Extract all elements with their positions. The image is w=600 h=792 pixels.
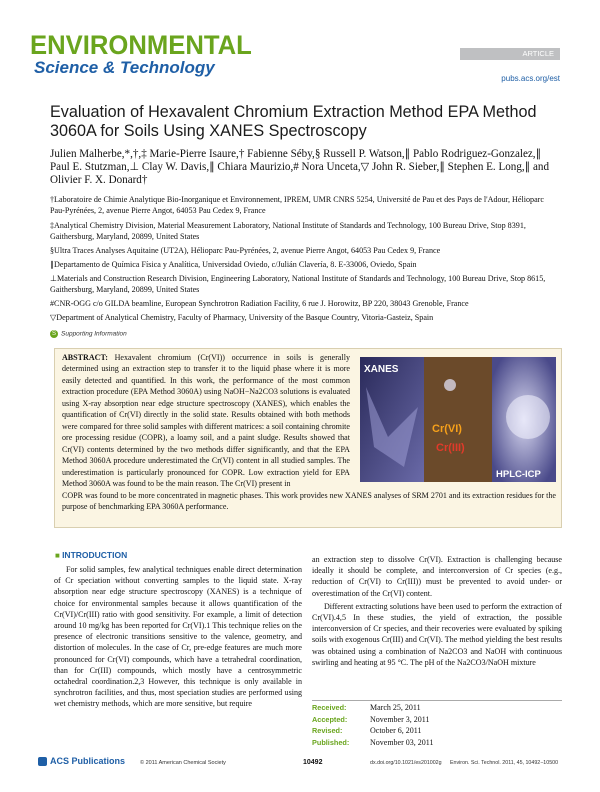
publisher-logo: [38, 756, 125, 766]
paper-title: Evaluation of Hexavalent Chromium Extraction Method EPA Method 3060A for Soils Using XANES Spectroscopy: [50, 103, 537, 140]
journal-reference: Environ. Sci. Technol. 2011, 45, 10492−10500: [450, 760, 559, 766]
date-label: Revised:: [312, 726, 343, 736]
affiliation: ∥Departamento de Química Física y Analítica, Universidad Oviedo, c/Julián Clavería, 8. E-33006, Oviedo, Spain: [50, 260, 417, 269]
affiliation: ▽Department of Analytical Chemistry, Faculty of Pharmacy, University of the Basque Country, Vitoria-Gasteiz, Spain: [50, 313, 434, 322]
abstract-text: [62, 352, 350, 489]
abstract-body: Hexavalent chromium (Cr(VI)) occurrence in soils is generally determined using an extraction step to transfer it to the liquid phase where it is more easily detected and quantified. In this work, the performance of the most common extraction procedure (EPA Method 3060A) using NaOH−Na2CO3 solutions is evaluated using X-ray absorption near edge structure spectroscopy (XANES), which enables the quantification of Cr(VI) directly in the solid state. Results obtained with both methods were compared for three solid samples with different matrices: a soil containing chromite ore processing residue (COPR), a loamy soil, and a paint sludge. Results showed that Cr(VI) contents determined by the two methods differ significantly, and that the EPA Method 3060A procedure underestimated the Cr(VI) content in all studied samples. The underestimation is particularly pronounced for COPR. Low extraction yield for EPA Method 3060A was found to be the main reason. The Cr(VI) present in: [62, 353, 350, 488]
acs-icon: [38, 757, 47, 766]
doi-link[interactable]: dx.doi.org/10.1021/es201002g: [370, 760, 442, 766]
supporting-info-icon: S: [51, 331, 56, 337]
date-row: [312, 714, 562, 726]
affiliation: #CNR-OGG c/o GILDA beamline, European Synchrotron Radiation Facility, 6 rue J. Horowitz, BP 220, 38043 Grenoble, France: [50, 299, 469, 308]
supporting-information-link[interactable]: [50, 330, 127, 338]
date-value: November 3, 2011: [370, 714, 430, 724]
journal-url[interactable]: pubs.acs.org/est: [501, 74, 560, 83]
copyright: © 2011 American Chemical Society: [140, 760, 226, 766]
abstract-text-continued: COPR was found to be more concentrated in magnetic phases. This work provides new XANES analyses of SRM 2701 and its extraction residues for the purpose of benchmarking EPA 3060A performance.: [62, 491, 556, 512]
intro-right-column: [312, 554, 562, 668]
intro-paragraph: Different extracting solutions have been used to perform the extraction of Cr(VI).4,5 In these studies, the yield of extraction, the possible interconversion of Cr species, and their recoveries were evaluated by spiking soils with exogenous Cr(III) and Cr(VI). The method yielding the best results was obtained using a combination of Na2CO3 and NaOH with continuous swirling and heating at 95 °C. The pH of the Na2CO3/NaOH mixture: [312, 601, 562, 667]
dates-divider: [312, 700, 562, 701]
affiliation: †Laboratoire de Chimie Analytique Bio-Inorganique et Environnement, IPREM, UMR CNRS 5254, Université de Pau et des Pays de l'Adour, Hélioparc Pau-Pyrénées, 2, avenue Pierre Angot, 64053 Pau Cedex 9, France: [50, 195, 544, 215]
date-label: Published:: [312, 737, 350, 747]
logo-line-1: ENVIRONMENTAL: [30, 30, 252, 60]
soil-photo: [424, 357, 492, 482]
date-row: [312, 725, 562, 737]
section-heading-introduction: [55, 550, 127, 560]
toc-label-crvi: Cr(VI): [432, 423, 462, 435]
publication-dates: [312, 702, 562, 748]
date-label: Accepted:: [312, 714, 348, 724]
date-value: March 25, 2011: [370, 703, 421, 712]
date-row: [312, 737, 562, 749]
intro-paragraph: an extraction step to dissolve Cr(VI). Extraction is challenging because ideally it should be complete, and interconversion of Cr species (e.g., reduction of Cr(VI) to Cr(III)) must be prevented to avoid under- or overestimation of the Cr(VI) content.: [312, 555, 562, 598]
abstract-label: ABSTRACT:: [62, 353, 108, 362]
toc-label-criii: Cr(III): [436, 442, 465, 454]
author-list: Julien Malherbe,*,†,‡ Marie-Pierre Isaure,† Fabienne Séby,§ Russell P. Watson,∥ Pablo Rodriguez-Gonzalez,∥ Paul E. Stutzman,⊥ Clay W. Davis,∥ Chiara Maurizio,# Nora Unceta,▽ John R. Sieber,∥ Stephen E. Long,∥ and Olivier F. X. Donard†: [50, 148, 550, 187]
date-label: Received:: [312, 703, 347, 712]
toc-graphic: [360, 357, 556, 482]
article-type-badge: ARTICLE: [460, 48, 560, 60]
section-heading-label: INTRODUCTION: [62, 550, 128, 560]
affiliation: ⊥Materials and Construction Research Division, Engineering Laboratory, National Institute of Standards and Technology, 100 Bureau Drive, Stop 8615, Gaithersburg, Maryland, 20899, United States: [50, 274, 546, 294]
intro-paragraph: For solid samples, few analytical techniques enable direct determination of Cr speciation without converting samples to the liquid state. X-ray absorption near edge structure spectroscopy (XANES) is a technique of choice for environmental samples because it allows quantification of the Cr(VI)/Cr(III) ratio with good sensitivity. For example, a limit of detection around 10 mg/kg has been reported for Cr(VI).1 This technique relies on the presence of electronic transitions sensitive to the valence, geometry, and distortion of molecules. In the case of Cr, pre-edge features are much more pronounced for Cr(VI) compounds, which have a tetrahedral coordination, than for Cr(III) compounds, which mostly have a centrosymmetric octahedral coordination.2,3 However, this technique is only available in synchrotron facilities, and thus, most speciation studies are performed using wet chemistry methods, which are more sensitive, but require: [54, 565, 302, 709]
intro-left-column: [54, 564, 302, 710]
toc-label-hplc: HPLC-ICP: [496, 469, 541, 480]
affiliation: §Ultra Traces Analyses Aquitaine (UT2A), Hélioparc Pau-Pyrénées, 2, avenue Pierre Angot, 64053 Pau Cedex 9, France: [50, 246, 441, 255]
affiliation: ‡Analytical Chemistry Division, Material Measurement Laboratory, National Institute of Standards and Technology, 100 Bureau Drive, Stop 8391, Gaithersburg, Maryland, 20899, United States: [50, 221, 526, 241]
section-bullet-icon: ■: [55, 551, 63, 560]
date-row: [312, 702, 562, 714]
supporting-info-label: Supporting Information: [61, 330, 127, 338]
publisher-name: ACS Publications: [50, 756, 126, 766]
logo-line-2: Science & Technology: [34, 58, 215, 77]
date-value: November 03, 2011: [370, 737, 434, 747]
toc-label-xanes: XANES: [364, 364, 399, 375]
journal-logo: [30, 30, 252, 96]
date-value: October 6, 2011: [370, 726, 422, 736]
page-number: 10492: [303, 759, 323, 766]
